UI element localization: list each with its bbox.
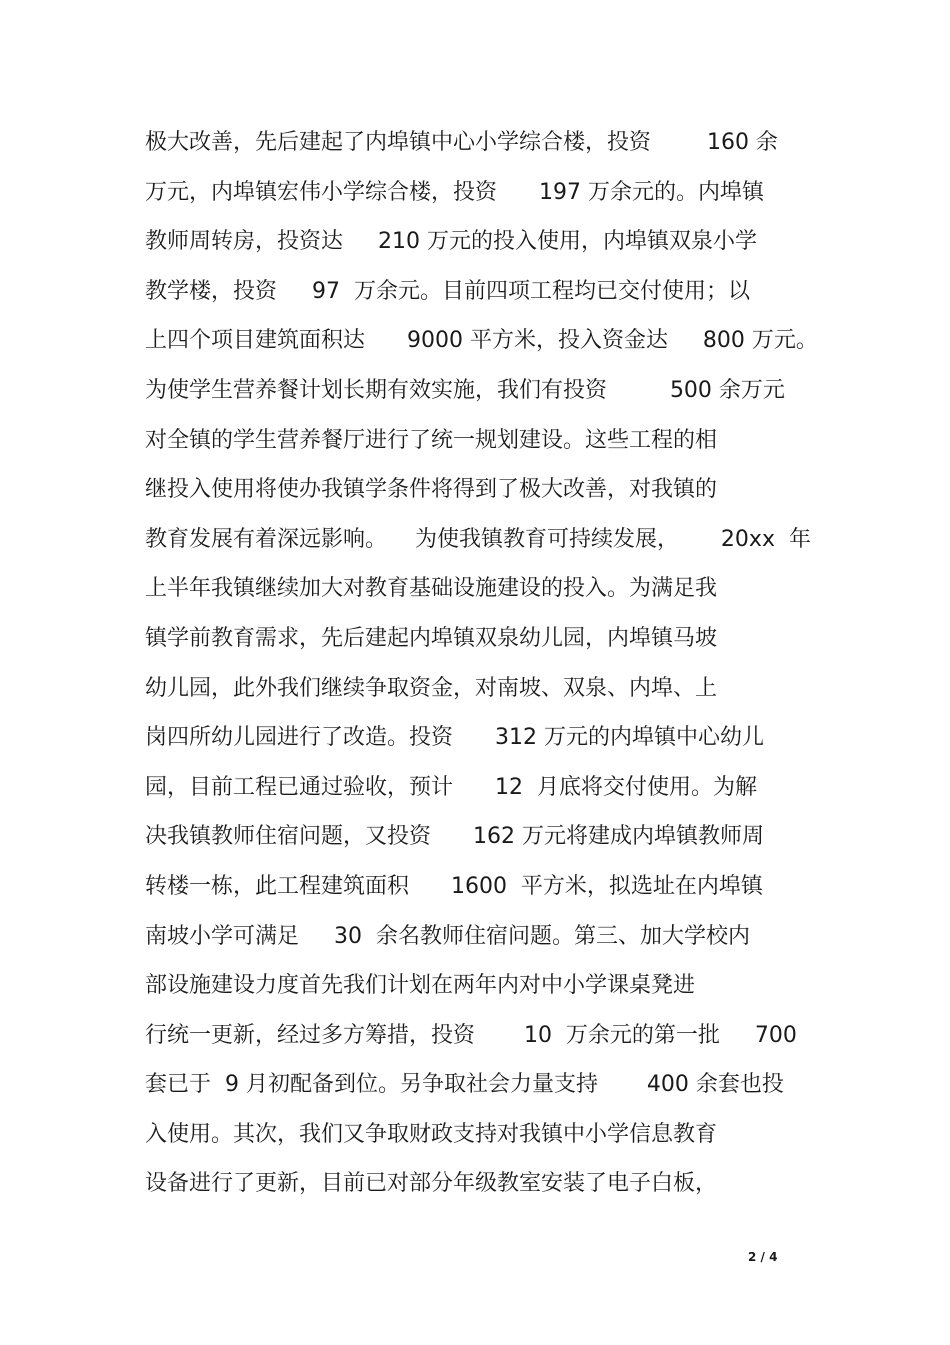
text-line: 教育发展有着深远影响。 为使我镇教育可持续发展， 20xx 年	[145, 526, 811, 552]
text-line: 万元，内埠镇宏伟小学综合楼，投资 197 万余元的。内埠镇	[145, 179, 764, 205]
text-line: 决我镇教师住宿问题，又投资 162 万元将建成内埠镇教师周	[145, 824, 764, 850]
text-line: 南坡小学可满足 30 余名教师住宿问题。第三、加大学校内	[145, 923, 750, 949]
page-number: 2 / 4	[748, 1250, 778, 1264]
text-line: 教学楼，投资 97 万余元。目前四项工程均已交付使用；以	[145, 278, 750, 304]
body-text	[145, 118, 825, 1209]
text-line: 部设施建设力度首先我们计划在两年内对中小学课桌凳进	[145, 973, 696, 999]
text-line: 对全镇的学生营养餐厅进行了统一规划建设。这些工程的相	[145, 427, 718, 453]
text-line: 上半年我镇继续加大对教育基础设施建设的投入。为满足我	[145, 576, 718, 602]
text-line: 岗四所幼儿园进行了改造。投资 312 万元的内埠镇中心幼儿	[145, 725, 764, 751]
text-line: 镇学前教育需求，先后建起内埠镇双泉幼儿园，内埠镇马坡	[145, 625, 718, 651]
text-line: 极大改善，先后建起了内埠镇中心小学综合楼，投资 160 余	[145, 130, 778, 155]
text-line: 设备进行了更新，目前已对部分年级教室安装了电子白板，	[145, 1171, 718, 1197]
text-line: 入使用。其次，我们又争取财政支持对我镇中小学信息教育	[145, 1121, 718, 1147]
text-line: 继投入使用将使办我镇学条件将得到了极大改善，对我镇的	[145, 477, 718, 503]
text-line: 套已于 9 月初配备到位。另争取社会力量支持 400 余套也投	[145, 1072, 784, 1098]
text-line: 上四个项目建筑面积达 9000 平方米，投入资金达 800 万元。	[145, 328, 818, 354]
text-line: 行统一更新，经过多方筹措，投资 10 万余元的第一批 700	[145, 1022, 797, 1048]
text-line: 为使学生营养餐计划长期有效实施，我们有投资 500 余万元	[145, 377, 785, 403]
text-line: 幼儿园，此外我们继续争取资金，对南坡、双泉、内埠、上	[145, 675, 718, 701]
text-line: 转楼一栋，此工程建筑面积 1600 平方米，拟选址在内埠镇	[145, 873, 763, 899]
text-line: 园，目前工程已通过验收，预计 12 月底将交付使用。为解	[145, 774, 757, 800]
text-line: 教师周转房，投资达 210 万元的投入使用，内埠镇双泉小学	[145, 229, 757, 255]
